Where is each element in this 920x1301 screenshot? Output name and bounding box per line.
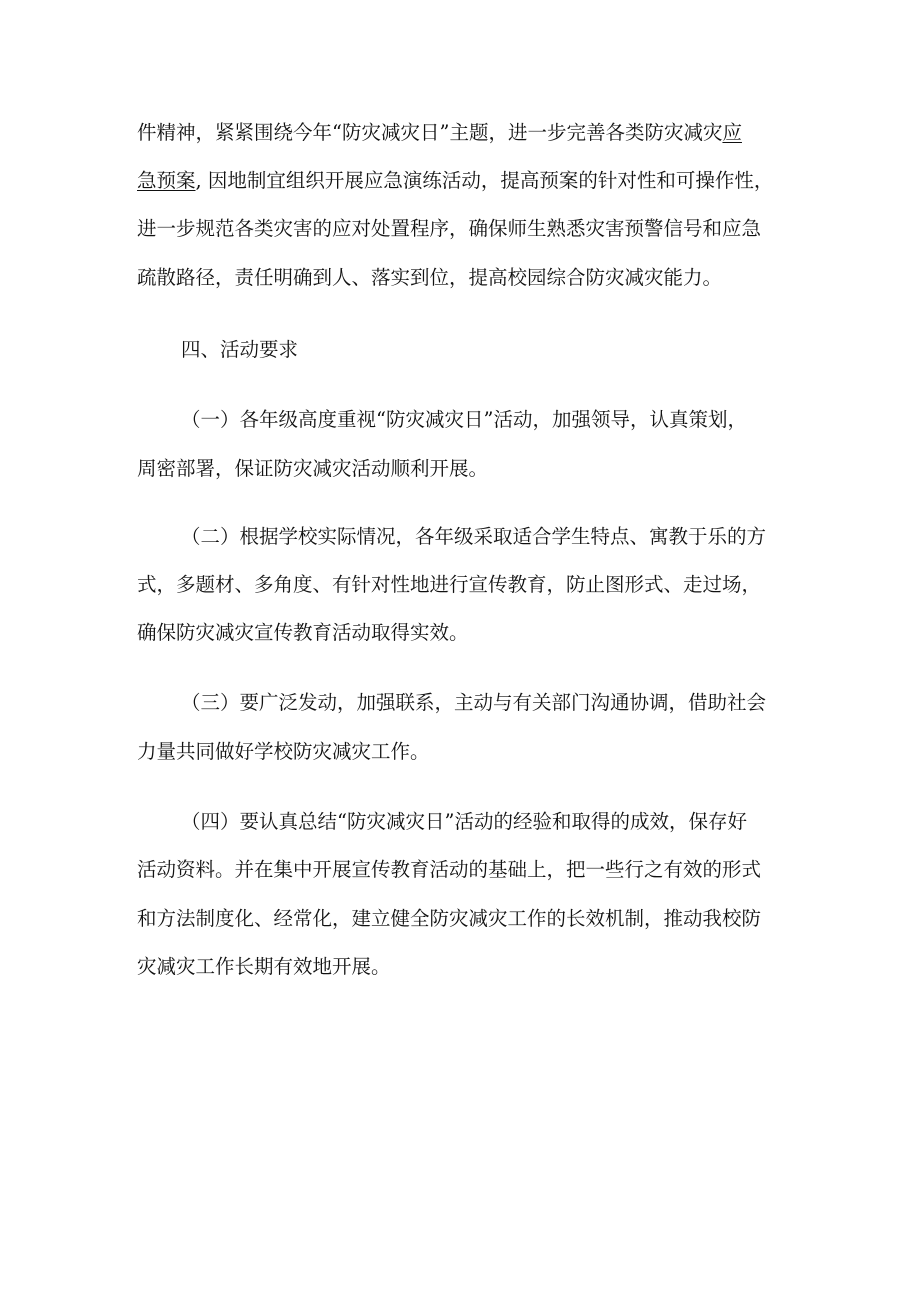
- item3-line1: （三）要广泛发动，加强联系，主动与有关部门沟通协调，借助社会: [181, 691, 767, 714]
- item4-line3: 和方法制度化、经常化，建立健全防灾减灾工作的长效机制，推动我校防: [137, 907, 762, 930]
- para1-line1: [137, 120, 797, 146]
- para1-line1-text: 件精神，紧紧围绕今年“防灾减灾日”主题，进一步完善各类防灾减灾: [137, 121, 723, 144]
- emergency-plan-link-part1[interactable]: 应: [722, 121, 742, 144]
- item4-line1: （四）要认真总结“防灾减灾日”活动的经验和取得的成效，保存好: [181, 810, 747, 833]
- para1-line2-text: , 因地制宜组织开展应急演练活动，提高预案的针对性和可操作性，: [195, 169, 774, 192]
- emergency-plan-link-part2[interactable]: 急预案: [137, 169, 196, 192]
- para1-line2: [137, 168, 797, 194]
- item1-line1: （一）各年级高度重视“防灾减灾日”活动，加强领导，认真策划，: [181, 408, 747, 431]
- item2-line2: 式，多题材、多角度、有针对性地进行宣传教育，防止图形式、走过场，: [137, 573, 762, 596]
- para1-line4: 疏散路径，责任明确到人、落实到位，提高校园综合防灾减灾能力。: [137, 266, 723, 289]
- item4-line4: 灾减灾工作长期有效地开展。: [137, 955, 391, 978]
- section-heading: 四、活动要求: [181, 338, 299, 361]
- item3-line2: 力量共同做好学校防灾减灾工作。: [137, 740, 430, 763]
- item1-line2: 周密部署，保证防灾减灾活动顺利开展。: [137, 457, 489, 480]
- item4-line2: 活动资料。并在集中开展宣传教育活动的基础上，把一些行之有效的形式: [137, 858, 762, 881]
- item2-line1: （二）根据学校实际情况，各年级采取适合学生特点、寓教于乐的方: [181, 525, 767, 548]
- para1-line3: 进一步规范各类灾害的应对处置程序，确保师生熟悉灾害预警信号和应急: [137, 217, 762, 240]
- item2-line3: 确保防灾减灾宣传教育活动取得实效。: [137, 621, 469, 644]
